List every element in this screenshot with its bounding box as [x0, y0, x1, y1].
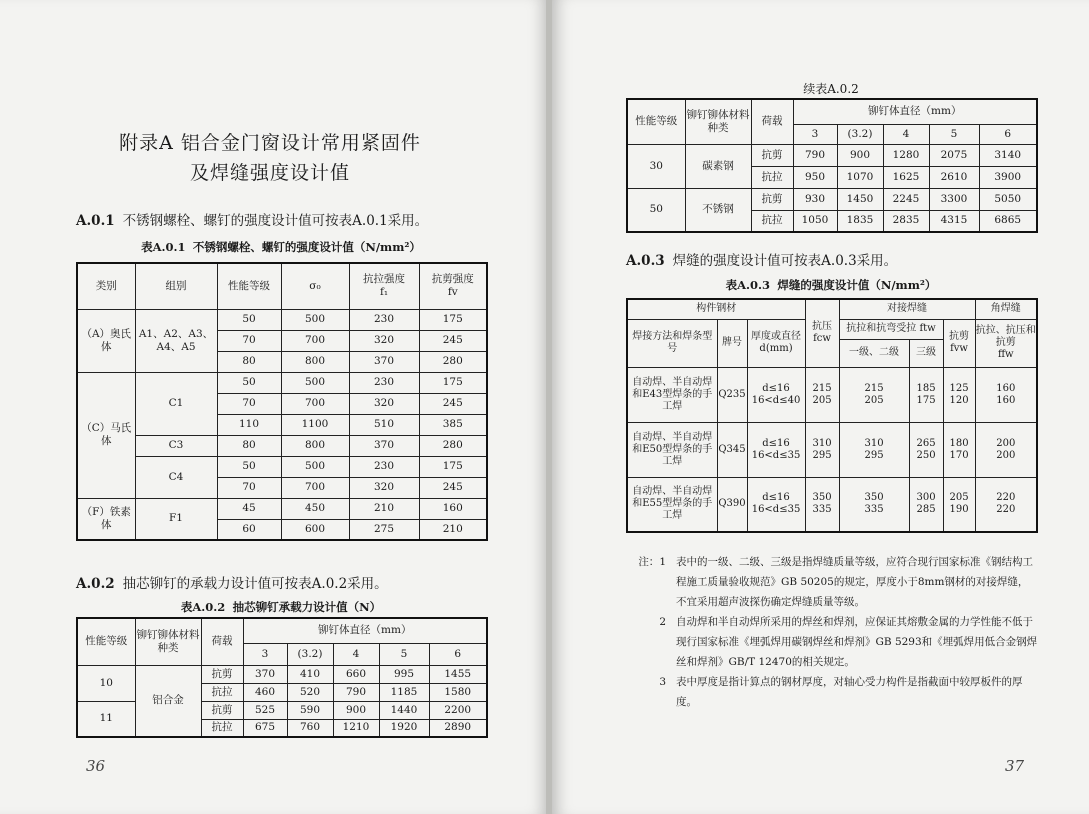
header-weld-method: 焊接方法和焊条型号: [627, 319, 717, 367]
cell: 160: [419, 498, 487, 519]
cell: 450: [281, 498, 349, 519]
cell: 320: [349, 330, 419, 351]
table-a01: [76, 262, 488, 541]
cell: 2245: [883, 188, 929, 210]
cell-line: 16<d≤35: [751, 449, 801, 461]
header-fillet-strength: [975, 319, 1037, 367]
header-category: 类别: [77, 263, 135, 309]
value-cell: [975, 477, 1037, 532]
header-diameter: 铆钉体直径（mm）: [793, 99, 1037, 124]
diameter-header: 4: [333, 643, 379, 665]
cell-line: 215: [812, 382, 832, 394]
cell-line: 205: [812, 394, 832, 406]
cell: 500: [281, 372, 349, 393]
cell-line: 250: [916, 449, 936, 461]
cell: 2890: [429, 719, 487, 737]
cell-line: 215: [864, 382, 884, 394]
header-compression-label: 抗压: [812, 321, 833, 333]
material-cell: 铝合金: [135, 665, 201, 737]
header-shear: [943, 319, 975, 367]
table-a03-caption: [626, 277, 1036, 293]
value-cell: [909, 367, 943, 422]
cell-line: 310: [812, 437, 832, 449]
table-a01-caption: [76, 239, 486, 255]
cell: 320: [349, 393, 419, 414]
cell: 1050: [793, 210, 837, 232]
value-cell: [943, 367, 975, 422]
diameter-header: 5: [379, 643, 429, 665]
note-number: 1: [659, 556, 666, 568]
note-marker: [626, 552, 676, 612]
header-butt-weld: 对接焊缝: [839, 299, 975, 319]
cell: 320: [349, 477, 419, 498]
header-shear-symbol: fv: [447, 286, 458, 299]
load-cell: 抗剪: [751, 144, 793, 166]
material-cell: 不锈钢: [685, 188, 751, 232]
notes-label: 注：: [638, 556, 660, 568]
header-compression: [805, 299, 839, 367]
cell: 70: [217, 477, 281, 498]
table-notes: [626, 552, 1038, 712]
cell: 950: [793, 166, 837, 188]
note-item: [626, 612, 1038, 672]
continued-table-caption: 续表A.0.2: [803, 82, 859, 96]
cell: 210: [419, 519, 487, 540]
cell: 245: [419, 330, 487, 351]
cell: 1835: [837, 210, 883, 232]
clause-a01: [76, 209, 428, 229]
cell: 700: [281, 393, 349, 414]
cell: 675: [243, 719, 287, 737]
header-sigma: σ₀: [281, 263, 349, 309]
load-cell: 抗拉: [201, 719, 243, 737]
cell: 525: [243, 701, 287, 719]
thickness-cell: [747, 367, 805, 422]
cell: 6865: [979, 210, 1037, 232]
category-austenitic: （A）奥氏体: [77, 309, 135, 372]
grade-cell: 11: [77, 701, 135, 737]
group-c4: C4: [135, 456, 217, 498]
cell: 600: [281, 519, 349, 540]
header-grade: 性能等级: [77, 618, 135, 665]
page-number-left: 36: [86, 757, 106, 775]
cell: 2200: [429, 701, 487, 719]
appendix-title-line1: 附录A 铝合金门窗设计常用紧固件: [119, 132, 421, 154]
cell-line: d≤16: [762, 492, 790, 504]
cell: 1280: [883, 144, 929, 166]
cell: 230: [349, 372, 419, 393]
value-cell: [943, 422, 975, 477]
diameter-header: (3.2): [837, 124, 883, 144]
cell: 790: [793, 144, 837, 166]
cell-line: 335: [812, 504, 832, 516]
cell: 50: [217, 372, 281, 393]
cell: 175: [419, 309, 487, 330]
category-ferritic: （F）铁素体: [77, 498, 135, 540]
note-text: 自动焊和半自动焊所采用的焊丝和焊剂，应保证其熔敷金属的力学性能不低于现行国家标准《埋弧焊用碳钢焊丝和焊剂》GB 5293和《埋弧焊用低合金钢焊丝和焊剂》GB/T 12470的相关规定。: [676, 616, 1038, 668]
header-compression-symbol: fcw: [813, 333, 831, 345]
cell: 1580: [429, 683, 487, 701]
header-steel-grade: 牌号: [717, 319, 747, 367]
thickness-cell: [747, 422, 805, 477]
cell: 175: [419, 372, 487, 393]
load-cell: 抗拉: [751, 210, 793, 232]
note-text: 表中厚度是指计算点的钢材厚度，对轴心受力构件是指截面中较厚板件的厚度。: [676, 676, 1023, 708]
grade-cell: 30: [627, 144, 685, 188]
cell: 790: [333, 683, 379, 701]
header-group: 组别: [135, 263, 217, 309]
cell-line: 265: [916, 437, 936, 449]
header-fillet-weld: 角焊缝: [975, 299, 1037, 319]
table-a02: [76, 617, 488, 738]
appendix-title: [60, 128, 480, 188]
table-a02-continued: [626, 98, 1038, 233]
header-shear: [419, 263, 487, 309]
clause-number: A.0.1: [76, 213, 115, 229]
cell-line: 295: [864, 449, 884, 461]
cell-line: 16<d≤35: [751, 504, 801, 516]
header-shear-symbol: fvw: [950, 343, 968, 354]
cell: 275: [349, 519, 419, 540]
cell: 460: [243, 683, 287, 701]
cell-line: 205: [864, 394, 884, 406]
cell: 280: [419, 435, 487, 456]
cell: 760: [287, 719, 333, 737]
note-number: 2: [659, 616, 666, 628]
cell: 1440: [379, 701, 429, 719]
header-class-1-2: 一级、二级: [839, 339, 909, 367]
header-class-3: 三级: [909, 339, 943, 367]
thickness-cell: [747, 477, 805, 532]
cell-line: 160: [996, 382, 1016, 394]
cell-line: d≤16: [762, 437, 790, 449]
cell: 60: [217, 519, 281, 540]
header-material: 铆钉铆体材料种类: [685, 99, 751, 144]
header-tensile-label: 抗拉强度: [363, 273, 405, 286]
group-c1: C1: [135, 372, 217, 435]
caption-number: 表A.0.1: [141, 240, 186, 254]
cell: 700: [281, 477, 349, 498]
cell: 1070: [837, 166, 883, 188]
cell: 1455: [429, 665, 487, 683]
cell-line: d≤16: [762, 382, 790, 394]
clause-text: 不锈钢螺栓、螺钉的强度设计值可按表A.0.1采用。: [122, 213, 429, 229]
cell: 3140: [979, 144, 1037, 166]
cell: 800: [281, 435, 349, 456]
cell: 500: [281, 456, 349, 477]
clause-a02: [76, 572, 388, 592]
cell: 280: [419, 351, 487, 372]
cell: 1625: [883, 166, 929, 188]
cell: 45: [217, 498, 281, 519]
cell-line: 16<d≤40: [751, 394, 801, 406]
cell: 2075: [929, 144, 979, 166]
diameter-header: 3: [243, 643, 287, 665]
header-load: 荷载: [751, 99, 793, 144]
value-cell: [805, 477, 839, 532]
header-fillet-symbol: ffw: [997, 349, 1014, 360]
cell: 930: [793, 188, 837, 210]
header-shear-label: 抗剪强度: [431, 273, 474, 286]
header-load: 荷载: [201, 618, 243, 665]
caption-number: 表A.0.3: [725, 278, 771, 292]
caption-number: 表A.0.2: [180, 600, 226, 614]
cell: 245: [419, 477, 487, 498]
grade-cell: 10: [77, 665, 135, 701]
caption-text: 抽芯铆钉承载力设计值（N）: [232, 600, 382, 614]
cell-line: 120: [949, 394, 969, 406]
value-cell: [839, 477, 909, 532]
cell: 590: [287, 701, 333, 719]
cell: 1100: [281, 414, 349, 435]
cell-line: 350: [812, 492, 832, 504]
steel-grade-cell: Q235: [717, 367, 747, 422]
cell-line: 220: [996, 492, 1016, 504]
value-cell: [909, 422, 943, 477]
cell: 520: [287, 683, 333, 701]
cell: 1210: [333, 719, 379, 737]
cell-line: 190: [949, 504, 969, 516]
cell: 1920: [379, 719, 429, 737]
cell: 50: [217, 456, 281, 477]
weld-method-cell: 自动焊、半自动焊和E50型焊条的手工焊: [627, 422, 717, 477]
cell: 370: [349, 351, 419, 372]
cell: 2835: [883, 210, 929, 232]
header-tensile: [349, 263, 419, 309]
cell: 370: [349, 435, 419, 456]
group-f1: F1: [135, 498, 217, 540]
note-item: [626, 672, 1038, 712]
cell-line: 125: [949, 382, 969, 394]
header-thickness-unit: d(mm): [759, 343, 793, 354]
cell-line: 200: [996, 437, 1016, 449]
cell-line: 310: [864, 437, 884, 449]
header-thickness: [747, 319, 805, 367]
cell: 385: [419, 414, 487, 435]
header-tensile-symbol: f₁: [379, 286, 389, 299]
cell-line: 160: [996, 394, 1016, 406]
table-a03: [626, 298, 1038, 533]
cell-line: 205: [949, 492, 969, 504]
cell: 5050: [979, 188, 1037, 210]
header-tension: 抗拉和抗弯受拉 ftw: [839, 319, 943, 339]
value-cell: [805, 422, 839, 477]
value-cell: [975, 367, 1037, 422]
header-diameter: 铆钉体直径（mm）: [243, 618, 487, 643]
diameter-header: 3: [793, 124, 837, 144]
cell-line: 350: [864, 492, 884, 504]
cell: 700: [281, 330, 349, 351]
load-cell: 抗剪: [751, 188, 793, 210]
cell: 3300: [929, 188, 979, 210]
cell: 4315: [929, 210, 979, 232]
cell: 900: [837, 144, 883, 166]
cell: 1450: [837, 188, 883, 210]
value-cell: [943, 477, 975, 532]
cell-line: 185: [916, 382, 936, 394]
clause-text: 焊缝的强度设计值可按表A.0.3采用。: [672, 253, 898, 269]
caption-text: 焊缝的强度设计值（N/mm²）: [777, 278, 937, 292]
header-grade: 性能等级: [627, 99, 685, 144]
cell: 995: [379, 665, 429, 683]
header-shear-label: 抗剪: [949, 331, 970, 342]
value-cell: [975, 422, 1037, 477]
note-item: [626, 552, 1038, 612]
diameter-header: 4: [883, 124, 929, 144]
grade-cell: 50: [627, 188, 685, 232]
load-cell: 抗剪: [201, 665, 243, 683]
cell: 410: [287, 665, 333, 683]
cell-line: 175: [916, 394, 936, 406]
group-a: A1、A2、A3、A4、A5: [135, 309, 217, 372]
page-number-right: 37: [1005, 757, 1025, 775]
value-cell: [805, 367, 839, 422]
cell: 1185: [379, 683, 429, 701]
cell: 175: [419, 456, 487, 477]
cell: 80: [217, 435, 281, 456]
cell-line: 170: [949, 449, 969, 461]
clause-number: A.0.2: [76, 576, 115, 592]
cell: 50: [217, 309, 281, 330]
cell: 70: [217, 330, 281, 351]
cell-line: 300: [916, 492, 936, 504]
weld-method-cell: 自动焊、半自动焊和E43型焊条的手工焊: [627, 367, 717, 422]
clause-text: 抽芯铆钉的承载力设计值可按表A.0.2采用。: [122, 576, 388, 592]
header-grade: 性能等级: [217, 263, 281, 309]
cell: 80: [217, 351, 281, 372]
value-cell: [839, 367, 909, 422]
load-cell: 抗拉: [201, 683, 243, 701]
note-number: 3: [659, 676, 666, 688]
cell: 660: [333, 665, 379, 683]
table-a02-caption: [76, 599, 486, 615]
weld-method-cell: 自动焊、半自动焊和E55型焊条的手工焊: [627, 477, 717, 532]
value-cell: [909, 477, 943, 532]
cell: 2610: [929, 166, 979, 188]
header-member-steel: 构件钢材: [627, 299, 805, 319]
header-fillet-label: 抗拉、抗压和抗剪: [975, 325, 1036, 348]
appendix-title-line2: 及焊缝强度设计值: [189, 162, 350, 184]
cell-line: 335: [864, 504, 884, 516]
material-cell: 碳素钢: [685, 144, 751, 188]
caption-text: 不锈钢螺栓、螺钉的强度设计值（N/mm²）: [192, 240, 421, 254]
steel-grade-cell: Q390: [717, 477, 747, 532]
note-text: 表中的一级、二级、三级是指焊缝质量等级，应符合现行国家标准《钢结构工程施工质量验收规范》GB 50205的规定，厚度小于8mm钢材的对接焊缝，不宜采用超声波探伤确定焊缝质量等级。: [676, 556, 1033, 608]
cell: 900: [333, 701, 379, 719]
cell: 110: [217, 414, 281, 435]
cell-line: 200: [996, 449, 1016, 461]
category-martensitic: （C）马氏体: [77, 372, 135, 498]
cell: 510: [349, 414, 419, 435]
cell-line: 295: [812, 449, 832, 461]
header-material: 铆钉铆体材料种类: [135, 618, 201, 665]
cell: 230: [349, 456, 419, 477]
cell: 245: [419, 393, 487, 414]
diameter-header: 6: [429, 643, 487, 665]
steel-grade-cell: Q345: [717, 422, 747, 477]
cell-line: 180: [949, 437, 969, 449]
cell-line: 285: [916, 504, 936, 516]
diameter-header: 6: [979, 124, 1037, 144]
diameter-header: (3.2): [287, 643, 333, 665]
cell: 370: [243, 665, 287, 683]
cell: 500: [281, 309, 349, 330]
clause-number: A.0.3: [626, 253, 665, 269]
load-cell: 抗拉: [751, 166, 793, 188]
cell: 230: [349, 309, 419, 330]
cell: 800: [281, 351, 349, 372]
value-cell: [839, 422, 909, 477]
cell: 210: [349, 498, 419, 519]
diameter-header: 5: [929, 124, 979, 144]
cell: 70: [217, 393, 281, 414]
group-c3: C3: [135, 435, 217, 456]
cell-line: 220: [996, 504, 1016, 516]
header-thickness-label: 厚度或直径: [751, 331, 801, 342]
cell: 3900: [979, 166, 1037, 188]
clause-a03: [626, 249, 897, 269]
right-page: [552, 0, 1089, 814]
load-cell: 抗剪: [201, 701, 243, 719]
